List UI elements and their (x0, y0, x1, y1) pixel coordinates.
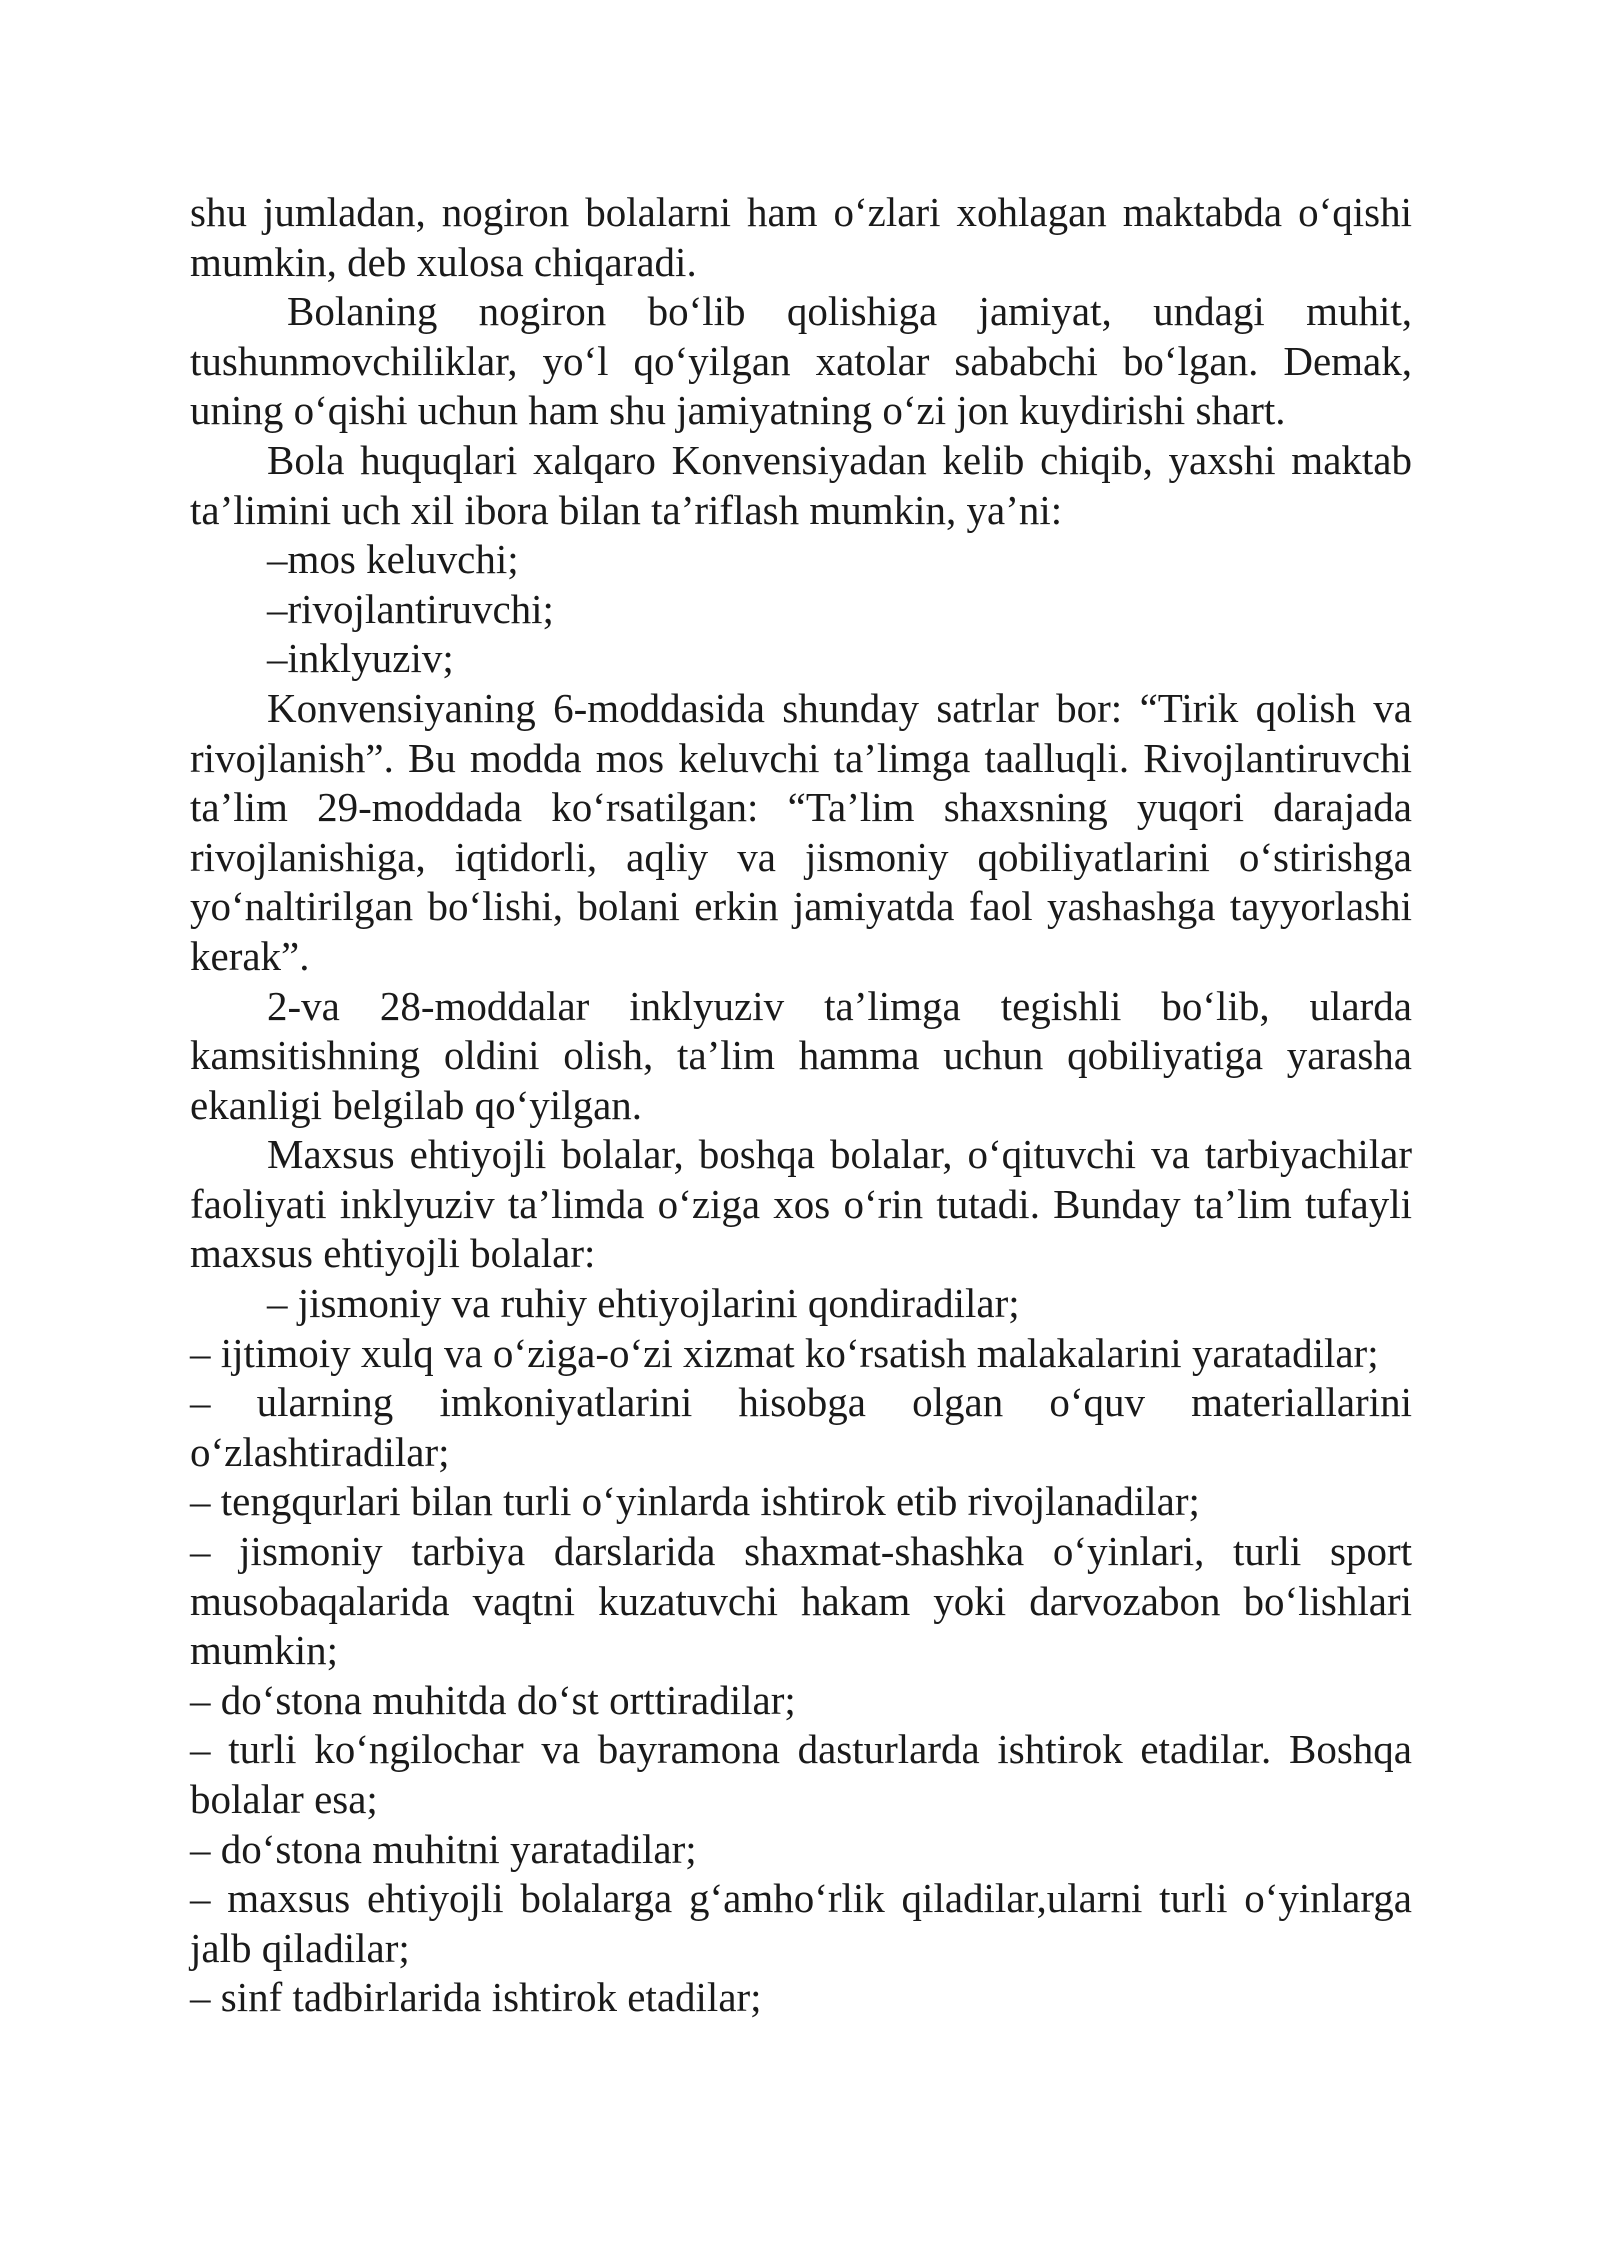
list-item: – maxsus ehtiyojli bolalarga g‘amho‘rlik qiladilar,ularni turli o‘yinlarga jalb qiladilar; (190, 1875, 1412, 1971)
document-page (190, 188, 1412, 2023)
list-item: –mos keluvchi; (267, 536, 519, 583)
list-item: – turli ko‘ngilochar va bayramona dasturlarda ishtirok etadilar. Boshqa bolalar esa; (190, 1726, 1412, 1822)
paragraph-intro-continuation: shu jumladan, nogiron bolalarni ham o‘zlari xohlagan maktabda o‘qishi mumkin, deb xulosa chiqaradi. (190, 189, 1412, 285)
list-item: – ularning imkoniyatlarini hisobga olgan o‘quv materiallarini o‘zlashtiradilar; (190, 1379, 1412, 1475)
list-item: – jismoniy tarbiya darslarida shaxmat-shashka o‘yinlari, turli sport musobaqalarida vaqtni kuzatuvchi hakam yoki darvozabon bo‘lishlari mumkin; (190, 1528, 1412, 1674)
paragraph-disability-cause: Bolaning nogiron bo‘lib qolishiga jamiyat, undagi muhit, tushunmovchiliklar, yo‘l qo‘yilgan xatolar sababchi bo‘lgan. Demak, uning o‘qishi uchun ham shu jamiyatning o‘zi jon kuydirishi shart. (190, 288, 1412, 434)
list-item: – do‘stona muhitni yaratadilar; (190, 1825, 697, 1872)
paragraph-convention-articles: Konvensiyaning 6-moddasida shunday satrlar bor: “Tirik qolish va rivojlanish”. Bu modda mos keluvchi ta’limga taalluqli. Rivojlantiruvchi ta’lim 29-moddada ko‘rsatilgan: “Ta’lim shaxsning yuqori darajada rivojlanishiga, iqtidorli, aqliy va jismoniy qobiliyatlarini o‘stirishga yo‘naltirilgan bo‘lishi, bolani erkin jamiyatda faol yashashga tayyorlashi kerak”. (190, 684, 1412, 979)
list-item: –inklyuziv; (267, 635, 454, 682)
list-item: – tengqurlari bilan turli o‘yinlarda ishtirok etib rivojlanadilar; (190, 1478, 1200, 1525)
paragraph-convention-definition: Bola huquqlari xalqaro Konvensiyadan kelib chiqib, yaxshi maktab ta’limini uch xil ibora bilan ta’riflash mumkin, ya’ni: (190, 436, 1412, 533)
list-item: –rivojlantiruvchi; (267, 585, 554, 632)
paragraph-inclusive-articles: 2-va 28-moddalar inklyuziv ta’limga tegishli bo‘lib, ularda kamsitishning oldini olish, ta’lim hamma uchun qobiliyatiga yarasha ekanligi belgilab qo‘yilgan. (190, 982, 1412, 1128)
paragraph-special-needs: Maxsus ehtiyojli bolalar, boshqa bolalar, o‘qituvchi va tarbiyachilar faoliyati inklyuziv ta’limda o‘ziga xos o‘rin tutadi. Bunday ta’lim tufayli maxsus ehtiyojli bolalar: (190, 1131, 1412, 1277)
benefits-list (190, 1329, 1412, 2023)
education-types-list (190, 535, 1412, 684)
list-item: – do‘stona muhitda do‘st orttiradilar; (190, 1676, 796, 1723)
list-item: – sinf tadbirlarida ishtirok etadilar; (190, 1974, 762, 2021)
list-item: – ijtimoiy xulq va o‘ziga-o‘zi xizmat ko‘rsatish malakalarini yaratadilar; (190, 1329, 1379, 1376)
list-item: – jismoniy va ruhiy ehtiyojlarini qondiradilar; (267, 1280, 1020, 1327)
